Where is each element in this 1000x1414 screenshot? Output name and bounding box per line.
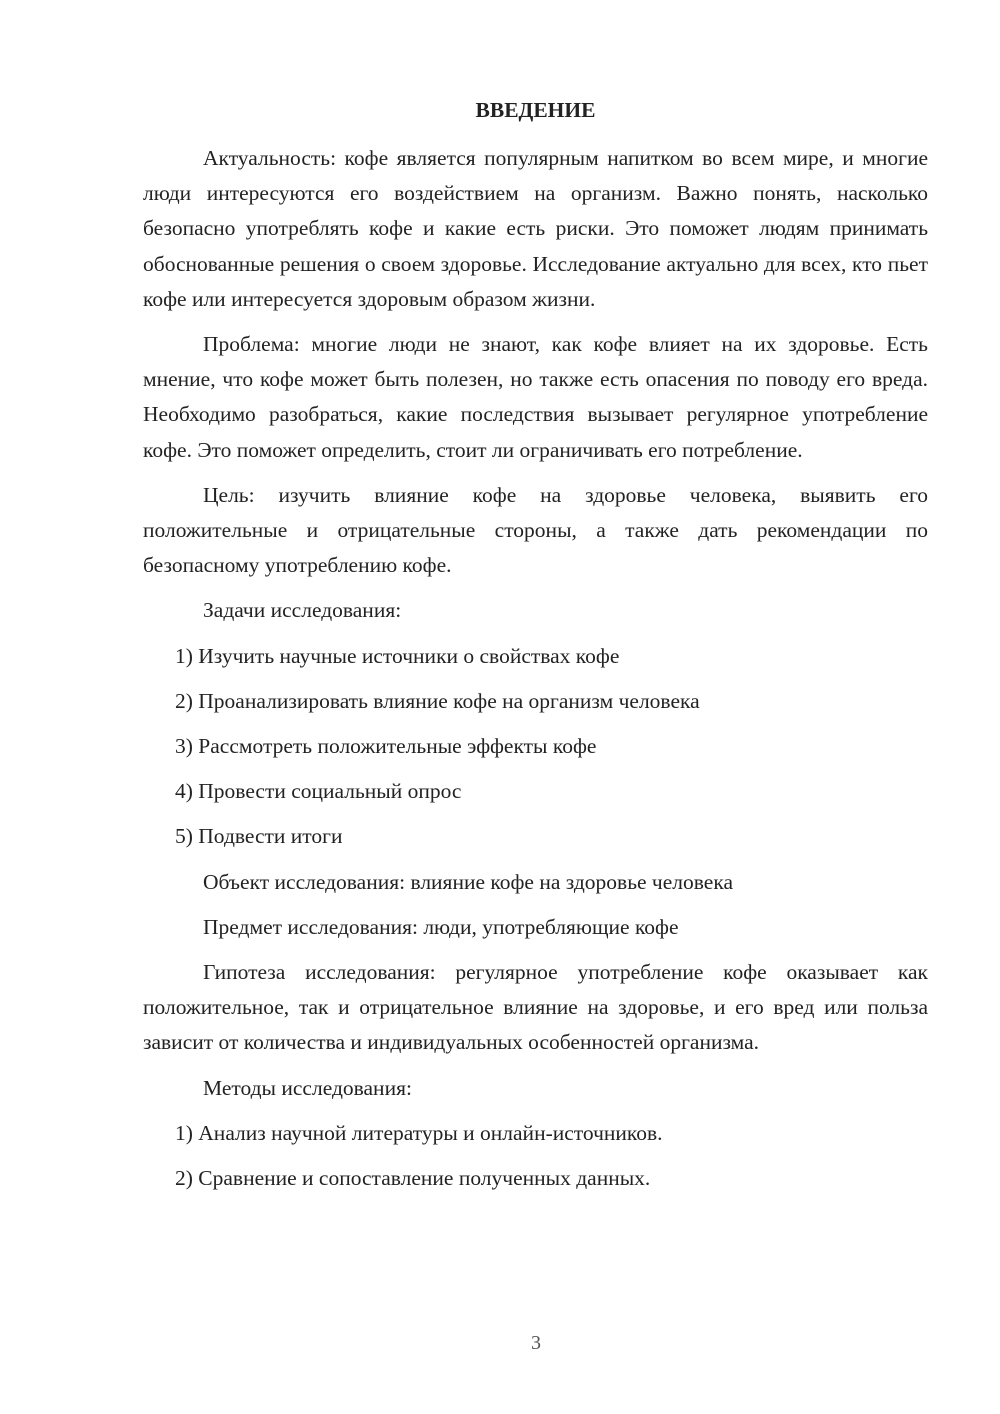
method-item: 2) Сравнение и сопоставление полученных данных. (175, 1166, 651, 1191)
document-page (143, 93, 928, 1206)
task-item: 4) Провести социальный опрос (175, 779, 462, 804)
page-number: 3 (531, 1332, 541, 1354)
page-title: ВВЕДЕНИЕ (475, 98, 596, 122)
tasks-heading: Задачи исследования: (203, 598, 402, 623)
object-paragraph: Объект исследования: влияние кофе на здоровье человека (203, 869, 733, 894)
methods-heading: Методы исследования: (203, 1075, 412, 1100)
method-item: 1) Анализ научной литературы и онлайн-источников. (175, 1120, 663, 1145)
task-item: 3) Рассмотреть положительные эффекты кофе (175, 734, 597, 759)
relevance-paragraph: Актуальность: кофе является популярным напитком во всем мире, и многие люди интересуются его воздействием на организм. Важно понять, насколько безопасно употреблять кофе и какие есть риски. Это поможет людям принимать обоснованные решения о своем здоровье. Исследование актуально для всех, кто пьет кофе или интересуется здоровым образом жизни. (143, 146, 928, 311)
task-item: 5) Подвести итоги (175, 824, 343, 849)
problem-paragraph: Проблема: многие люди не знают, как кофе влияет на их здоровье. Есть мнение, что кофе может быть полезен, но также есть опасения по поводу его вреда. Необходимо разобраться, какие последствия вызывает регулярное употребление кофе. Это поможет определить, стоит ли ограничивать его потребление. (143, 332, 928, 462)
subject-paragraph: Предмет исследования: люди, употребляющие кофе (203, 914, 679, 939)
goal-paragraph: Цель: изучить влияние кофе на здоровье человека, выявить его положительные и отрицательные стороны, а также дать рекомендации по безопасному употреблению кофе. (143, 482, 928, 578)
task-item: 2) Проанализировать влияние кофе на организм человека (175, 688, 700, 713)
task-item: 1) Изучить научные источники о свойствах кофе (175, 643, 620, 668)
hypothesis-paragraph: Гипотеза исследования: регулярное употребление кофе оказывает как положительное, так и отрицательное влияние на здоровье, и его вред или польза зависит от количества и индивидуальных особенностей организма. (143, 960, 928, 1055)
